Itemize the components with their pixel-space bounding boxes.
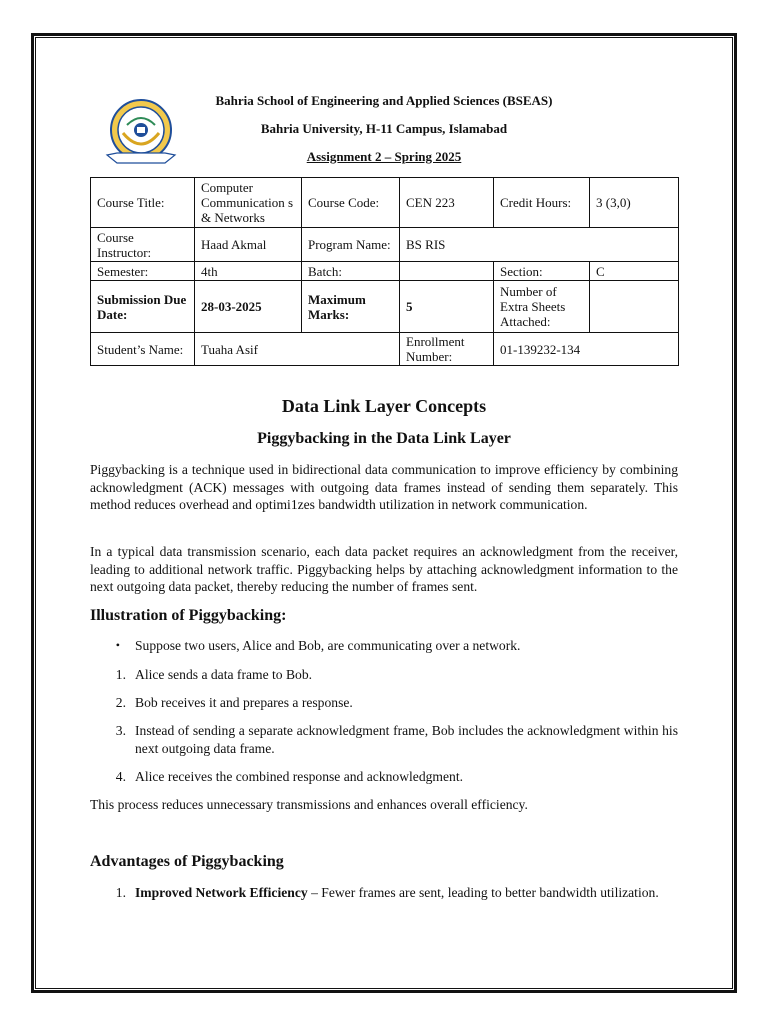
- section-value: C: [590, 262, 679, 281]
- scenario-paragraph: In a typical data transmission scenario, each data packet requires an acknowledgment from the receiver, leading to additional network traffic. Piggybacking helps by attaching acknowledgment information to the next outgoing data packet, thereby reducing the number of frames sent.: [90, 544, 678, 594]
- due-date-label: Submission Due Date:: [91, 281, 195, 333]
- semester-value: 4th: [195, 262, 302, 281]
- list-item-text: Alice sends a data frame to Bob.: [135, 667, 313, 682]
- extra-sheets-value: [590, 281, 679, 333]
- instructor-value: Haad Akmal: [195, 228, 302, 262]
- course-title-value: Computer Communication s & Networks: [195, 178, 302, 228]
- list-number: 3.: [115, 723, 126, 738]
- assignment-title: Assignment 2 – Spring 2025: [306, 149, 462, 164]
- course-info-table: [90, 177, 679, 366]
- conclusion-paragraph: This process reduces unnecessary transmissions and enhances overall efficiency.: [90, 797, 528, 812]
- course-title-label: Course Title:: [91, 178, 195, 228]
- course-code-value: CEN 223: [400, 178, 494, 228]
- credit-hours-label: Credit Hours:: [494, 178, 590, 228]
- student-name-label: Student’s Name:: [91, 333, 195, 366]
- program-value: BS RIS: [400, 228, 679, 262]
- batch-value: [400, 262, 494, 281]
- list-item-text: Instead of sending a separate acknowledgment frame, Bob includes the acknowledgment within his next outgoing data frame.: [135, 723, 678, 756]
- list-number: 1.: [115, 885, 126, 900]
- list-number: 1.: [115, 667, 126, 682]
- campus-name: Bahria University, H-11 Campus, Islamabad: [260, 121, 508, 136]
- due-date-value: 28-03-2025: [195, 281, 302, 333]
- list-number: 4.: [115, 769, 126, 784]
- enrollment-label: Enrollment Number:: [400, 333, 494, 366]
- instructor-label: Course Instructor:: [91, 228, 195, 262]
- document-subtitle: Piggybacking in the Data Link Layer: [257, 430, 511, 447]
- list-item-text: Alice receives the combined response and acknowledgment.: [135, 769, 464, 784]
- advantages-heading: Advantages of Piggybacking: [90, 853, 284, 870]
- list-item-text: Suppose two users, Alice and Bob, are communicating over a network.: [135, 638, 521, 653]
- section-label: Section:: [494, 262, 590, 281]
- list-number: 2.: [115, 695, 126, 710]
- batch-label: Batch:: [302, 262, 400, 281]
- list-item-text: Bob receives it and prepares a response.: [135, 695, 353, 710]
- list-item-text: [135, 884, 678, 902]
- extra-sheets-label: Number of Extra Sheets Attached:: [494, 281, 590, 333]
- illustration-heading: Illustration of Piggybacking:: [90, 607, 287, 624]
- program-label: Program Name:: [302, 228, 400, 262]
- course-code-label: Course Code:: [302, 178, 400, 228]
- semester-label: Semester:: [91, 262, 195, 281]
- document-title: Data Link Layer Concepts: [281, 396, 487, 416]
- school-name: Bahria School of Engineering and Applied Sciences (BSEAS): [215, 93, 553, 108]
- max-marks-value: 5: [400, 281, 494, 333]
- advantage-description: – Fewer frames are sent, leading to better bandwidth utilization.: [307, 885, 659, 900]
- credit-hours-value: 3 (3,0): [590, 178, 679, 228]
- advantage-title: Improved Network Efficiency: [135, 885, 308, 900]
- student-name-value: Tuaha Asif: [195, 333, 400, 366]
- bullet-mark: •: [115, 638, 120, 652]
- enrollment-value: 01-139232-134: [494, 333, 679, 366]
- intro-paragraph: Piggybacking is a technique used in bidirectional data communication to improve efficiency by combining acknowledgment (ACK) messages with outgoing data frames instead of sending them separately. This method reduces overhead and optimi1zes bandwidth utilization in network communication.: [90, 462, 678, 512]
- max-marks-label: Maximum Marks:: [302, 281, 400, 333]
